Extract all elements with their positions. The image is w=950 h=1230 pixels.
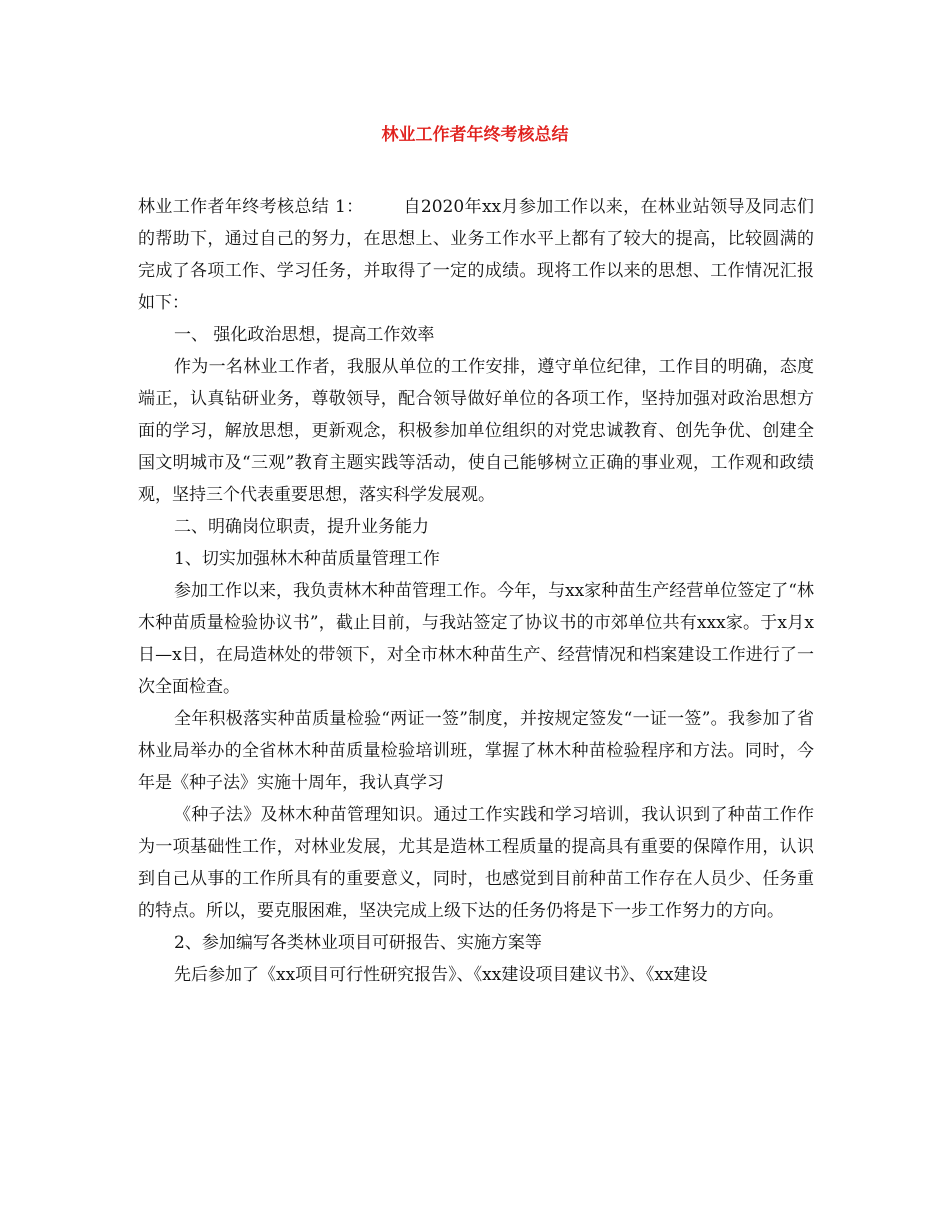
paragraph-intro-text: 自2020年xx月参加工作以来，在林业站领导及同志们的帮助下，通过自己的努力，在思想上、业务工作水平上都有了较大的提高，比较圆满的完成了各项工作、学习任务，并取得了一定的成绩。现将工作以来的思想、工作情况汇报如下：	[138, 197, 814, 313]
document-body	[138, 191, 814, 991]
document-title: 林业工作者年终考核总结	[381, 125, 569, 145]
paragraph-seedling-management: 参加工作以来，我负责林木种苗管理工作。今年，与xx家种苗生产经营单位签定了“林木种苗质量检验协议书”，截止目前，与我站签定了协议书的市郊单位共有xxx家。于x月x日—x日，在局造林处的带领下，对全市林木种苗生产、经营情况和档案建设工作进行了一次全面检查。	[138, 581, 814, 697]
paragraph-intro	[138, 191, 814, 319]
subsection-heading-2: 2、参加编写各类林业项目可研报告、实施方案等	[174, 933, 542, 953]
paragraph-project-reports: 先后参加了《xx项目可行性研究报告》、《xx建设项目建议书》、《xx建设	[174, 965, 708, 985]
section-heading-1: 一、 强化政治思想，提高工作效率	[174, 325, 435, 345]
section-heading-2: 二、明确岗位职责，提升业务能力	[174, 517, 429, 537]
paragraph-political: 作为一名林业工作者，我服从单位的工作安排，遵守单位纪律，工作目的明确，态度端正，认真钻研业务，尊敬领导，配合领导做好单位的各项工作，坚持加强对政治思想方面的学习，解放思想，更新观念，积极参加单位组织的对党忠诚教育、创先争优、创建全国文明城市及“三观”教育主题实践等活动，使自己能够树立正确的事业观，工作观和政绩观，坚持三个代表重要思想，落实科学发展观。	[138, 357, 814, 505]
paragraph-quality-inspection: 全年积极落实种苗质量检验“两证一签”制度，并按规定签发“一证一签”。我参加了省林业局举办的全省林木种苗质量检验培训班，掌握了林木种苗检验程序和方法。同时，今年是《种子法》实施十周年，我认真学习	[138, 709, 814, 793]
intro-label: 林业工作者年终考核总结 1：	[138, 197, 364, 217]
subsection-heading-1: 1、切实加强林木种苗质量管理工作	[174, 549, 440, 569]
paragraph-seed-law: 《种子法》及林木种苗管理知识。通过工作实践和学习培训，我认识到了种苗工作作为一项基础性工作，对林业发展，尤其是造林工程质量的提高具有重要的保障作用，认识到自己从事的工作所具有的重要意义，同时，也感觉到目前种苗工作存在人员少、任务重的特点。所以，要克服困难，坚决完成上级下达的任务仍将是下一步工作努力的方向。	[138, 805, 814, 921]
